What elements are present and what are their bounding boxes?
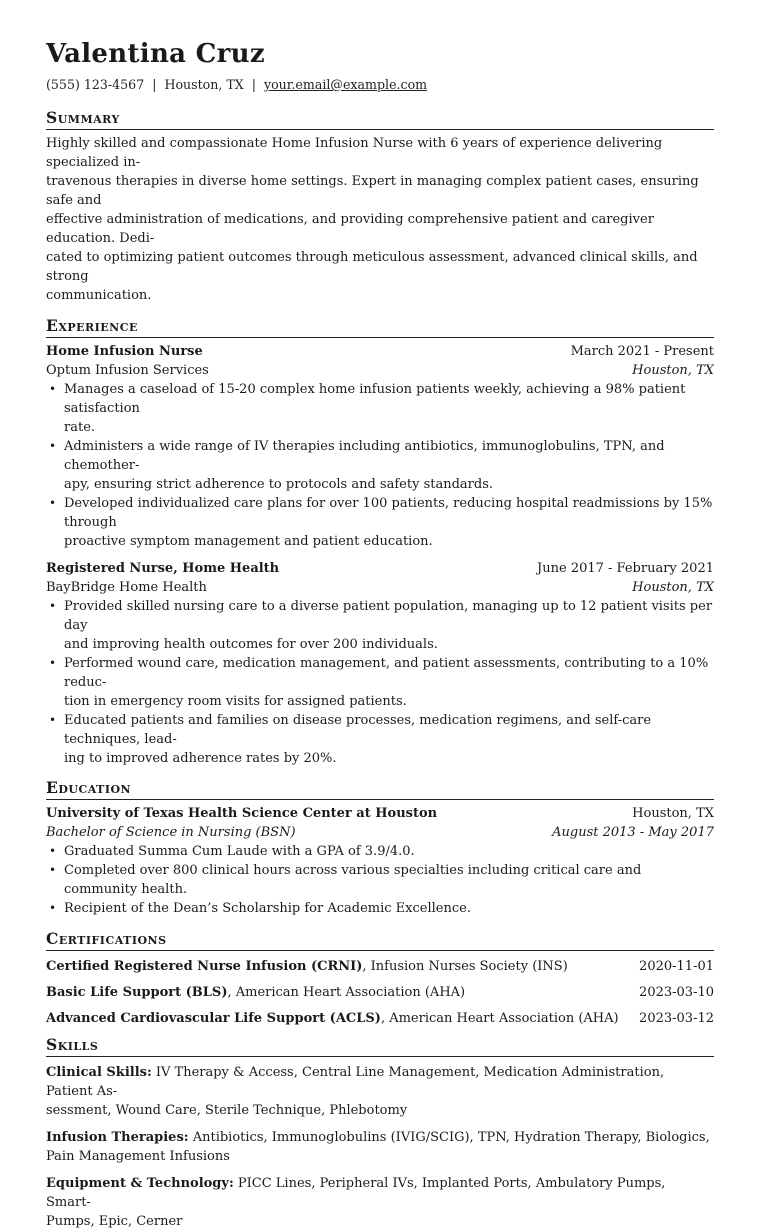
bullet-line: apy, ensuring strict adherence to protocols and safety standards. (64, 477, 493, 492)
job-entry (46, 559, 714, 768)
skill-line: sessment, Wound Care, Sterile Technique, Phlebotomy (46, 1103, 408, 1118)
list-item (64, 380, 714, 437)
list-item: • Recipient of the Dean’s Scholarship for Academic Excellence. (64, 899, 714, 918)
bullet-line: proactive symptom management and patient education. (64, 534, 433, 549)
job-company: BayBridge Home Health (46, 580, 207, 595)
skill-values: Antibiotics, Immunoglobulins (IVIG/SCIG), TPN, Hydration Therapy, Biologics, (188, 1130, 710, 1145)
job-location: Houston, TX (632, 580, 714, 595)
job-company: Optum Infusion Services (46, 363, 209, 378)
job-subheader (46, 361, 714, 380)
skill-line: Pain Management Infusions (46, 1149, 230, 1164)
certification-name: Advanced Cardiovascular Life Support (ACLS) (46, 1011, 381, 1026)
certification-item (46, 957, 714, 976)
skill-group (46, 1063, 714, 1120)
education-subheader (46, 823, 714, 842)
job-header (46, 342, 714, 361)
job-header (46, 559, 714, 578)
section-title-skills: Skills (46, 1035, 714, 1057)
bullet-line: tion in emergency room visits for assigned patients. (64, 694, 407, 709)
contact-line (46, 76, 714, 94)
certification-issuer: , American Heart Association (AHA) (380, 1011, 619, 1026)
list-item (64, 597, 714, 654)
job-dates: March 2021 - Present (570, 344, 714, 359)
section-title-education: Education (46, 778, 714, 800)
summary-line: cated to optimizing patient outcomes through meticulous assessment, advanced clinical skills, and strong (46, 250, 698, 284)
bullet-line: • Administers a wide range of IV therapies including antibiotics, immunoglobulins, TPN, and chemother- (64, 439, 665, 473)
skills-section (46, 1035, 714, 1231)
list-item (64, 654, 714, 711)
list-item (64, 437, 714, 494)
education-header (46, 804, 714, 823)
summary-line: travenous therapies in diverse home settings. Expert in managing complex patient cases, ensuring safe and (46, 174, 699, 208)
education-bullets (46, 842, 714, 918)
job-subheader (46, 578, 714, 597)
skill-group (46, 1128, 714, 1166)
certification-issuer: , Infusion Nurses Society (INS) (362, 959, 568, 974)
education-section (46, 778, 714, 918)
candidate-name: Valentina Cruz (46, 39, 265, 69)
job-location: Houston, TX (632, 363, 714, 378)
certification-item (46, 1009, 714, 1028)
certification-text (46, 1009, 619, 1028)
skill-group (46, 1174, 714, 1231)
certification-date: 2023-03-10 (639, 985, 714, 1000)
bullet-line: • Manages a caseload of 15-20 complex home infusion patients weekly, achieving a 98% patient satisfaction (64, 382, 686, 416)
summary-section (46, 108, 714, 305)
location: Houston, TX (164, 77, 244, 92)
job-role: Home Infusion Nurse (46, 344, 203, 359)
certification-name: Certified Registered Nurse Infusion (CRNI) (46, 959, 363, 974)
summary-line: Highly skilled and compassionate Home Infusion Nurse with 6 years of experience delivering specialized in- (46, 136, 663, 170)
bullet-line: ing to improved adherence rates by 20%. (64, 751, 337, 766)
list-item (64, 711, 714, 768)
phone: (555) 123-4567 (46, 77, 145, 92)
certification-date: 2023-03-12 (639, 1011, 714, 1026)
skill-line (46, 1174, 714, 1212)
certification-issuer: , American Heart Association (AHA) (227, 985, 466, 1000)
skill-values: PICC Lines, Peripheral IVs, Implanted Ports, Ambulatory Pumps, Smart- (46, 1176, 666, 1210)
skill-line (46, 1128, 714, 1147)
school-location: Houston, TX (632, 806, 714, 821)
school-name: University of Texas Health Science Center at Houston (46, 806, 438, 821)
degree: Bachelor of Science in Nursing (BSN) (46, 825, 296, 840)
job-entry (46, 342, 714, 551)
skill-label: Infusion Therapies: (46, 1130, 189, 1145)
skill-line: Pumps, Epic, Cerner (46, 1214, 183, 1229)
summary-line: effective administration of medications, and providing comprehensive patient and caregiver education. Dedi- (46, 212, 654, 246)
bullet-line: and improving health outcomes for over 200 individuals. (64, 637, 438, 652)
section-title-certifications: Certifications (46, 929, 714, 951)
bullet-line: • Provided skilled nursing care to a diverse patient population, managing up to 12 patient visits per day (64, 599, 713, 633)
job-bullets (46, 380, 714, 551)
certification-text (46, 957, 568, 976)
experience-section (46, 316, 714, 768)
summary-text (46, 134, 714, 305)
certification-item (46, 983, 714, 1002)
separator: | (251, 77, 256, 92)
skill-values: IV Therapy & Access, Central Line Management, Medication Administration, Patient As- (46, 1065, 665, 1099)
skill-line (46, 1063, 714, 1101)
job-role: Registered Nurse, Home Health (46, 561, 280, 576)
bullet-line: • Educated patients and families on disease processes, medication regimens, and self-care techniques, lead- (64, 713, 652, 747)
section-title-summary: Summary (46, 108, 714, 130)
separator: | (152, 77, 157, 92)
job-bullets (46, 597, 714, 768)
section-title-experience: Experience (46, 316, 714, 338)
bullet-line: • Developed individualized care plans for over 100 patients, reducing hospital readmissions by 15% through (64, 496, 713, 530)
certification-date: 2020-11-01 (639, 959, 714, 974)
job-dates: June 2017 - February 2021 (537, 561, 714, 576)
list-item (64, 494, 714, 551)
list-item: • Completed over 800 clinical hours across various specialties including critical care and community health. (64, 861, 714, 899)
skill-label: Clinical Skills: (46, 1065, 152, 1080)
certification-name: Basic Life Support (BLS) (46, 985, 228, 1000)
bullet-line: • Performed wound care, medication management, and patient assessments, contributing to a 10% reduc- (64, 656, 709, 690)
bullet-line: rate. (64, 420, 96, 435)
summary-line: communication. (46, 288, 152, 303)
email-link[interactable]: your.email@example.com (263, 77, 428, 92)
education-dates: August 2013 - May 2017 (552, 825, 714, 840)
list-item: • Graduated Summa Cum Laude with a GPA of 3.9/4.0. (64, 842, 714, 861)
skill-label: Equipment & Technology: (46, 1176, 234, 1191)
certifications-section (46, 929, 714, 1028)
certification-text (46, 983, 465, 1002)
